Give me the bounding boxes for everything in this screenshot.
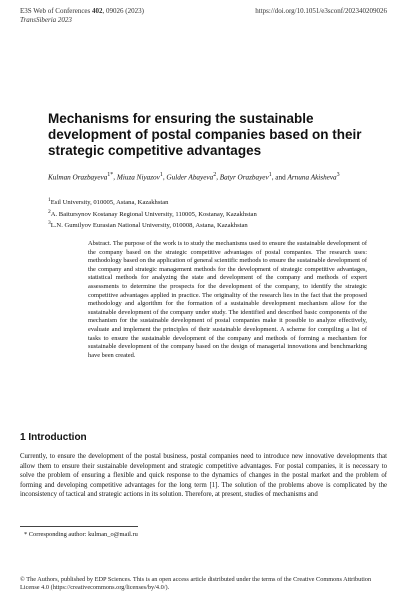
journal-volume: 402 (92, 7, 103, 15)
affiliation-list (48, 196, 366, 231)
paper-title: Mechanisms for ensuring the sustainable development of postal companies based on their strategic competitive advantages (48, 111, 362, 158)
affiliation: $^2$A. Baitursynov Kostanay Regional University, 110005, Kostanay, Kazakhstan (48, 208, 257, 218)
body-paragraph: Currently, to ensure the development of the postal business, postal companies need to introduce new innovative developments that allow them to ensure their sustainable development and strategic competitive advantages. For postal companies, it is necessary to solve the problem of ensuring a flexible and quick response to the dynamics of changes in the postal market and the problem of forming and developing competitive advantages for the long term [1]. The solution of the problems above is complicated by the inconsistency of tactical and strategic actions in its solution. Therefore, at present, studies of mechanisms and (20, 453, 387, 498)
author-name: Batyr Orazbayev (219, 173, 269, 182)
section-heading: 1 Introduction (20, 432, 87, 443)
affiliation: $^3$L.N. Gumilyov Eurasian National University, 010008, Astana, Kazakhstan (48, 220, 248, 230)
corresponding-author-footnote: * Corresponding author: kulman_o@mail.ru (24, 531, 138, 538)
affiliation: $^1$Esil University, 010005, Astana, Kazakhstan (48, 197, 169, 207)
conference-name: TransSiberia 2023 (20, 16, 72, 24)
author-affiliation-mark: 1 (268, 172, 272, 178)
author-affiliation-mark: 1 (159, 172, 163, 178)
footnote-divider (20, 526, 138, 527)
author-name: Arnuna Akisheva (287, 173, 337, 182)
author-affiliation-mark: 1* (107, 172, 114, 178)
author-affiliation-mark: 2 (213, 172, 217, 178)
author-name: Kulman Orazbayeva (48, 173, 108, 182)
author-list: Kulman Orazbayeva$^{1*}$, Miuza Niyazov$^1$, Gulder Abayeva$^2$, Batyr Orazbayev$^1$, and Arnuna Akisheva$^3$ (48, 172, 340, 182)
journal-header (20, 7, 144, 25)
author-name: Gulder Abayeva (166, 173, 214, 182)
journal-name: E3S Web of Conferences (20, 7, 91, 15)
author-affiliation-mark: 3 (336, 172, 340, 178)
abstract: Abstract. The purpose of the work is to study the mechanisms used to ensure the sustainable development of the company based on the strategic competitive advantages of postal companies. The research uses: methodology based on the application of general scientific methods to ensure the sustainable development of the company and strategic management methods for the development of strategic competitive advantages, statistical methods for analyzing the state and development of the company and methods of expert assessments to determine the prospects for the development of the company, to identify the strategic competitive advantages applied in practice. The originality of the research lies in the fact that the proposed methodology and algorithm for the formation of a sustainable development mechanism allow for the sustainable development of the company under study. The identified and described basic components of the mechanism for the sustainable development of postal companies make it possible to analyze effectively, evaluate and implement the principles of their sustainable development. A scheme for compiling a list of tasks to ensure the sustainable development of the company and methods of forming a mechanism for sustainable development of the company based on the design of managerial innovations and benchmarking have been created. (88, 240, 367, 359)
article-number: , 09026 (2023) (102, 7, 144, 15)
license-notice: © The Authors, published by EDP Sciences. This is an open access article distributed under the terms of the Creative Commons Attribution License 4.0 (https://creativecommons.org/licenses/by/4.0/). (20, 576, 372, 591)
author-name: Miuza Niyazov (116, 173, 160, 182)
doi-link[interactable]: https://doi.org/10.1051/e3sconf/202340209026 (255, 7, 387, 15)
